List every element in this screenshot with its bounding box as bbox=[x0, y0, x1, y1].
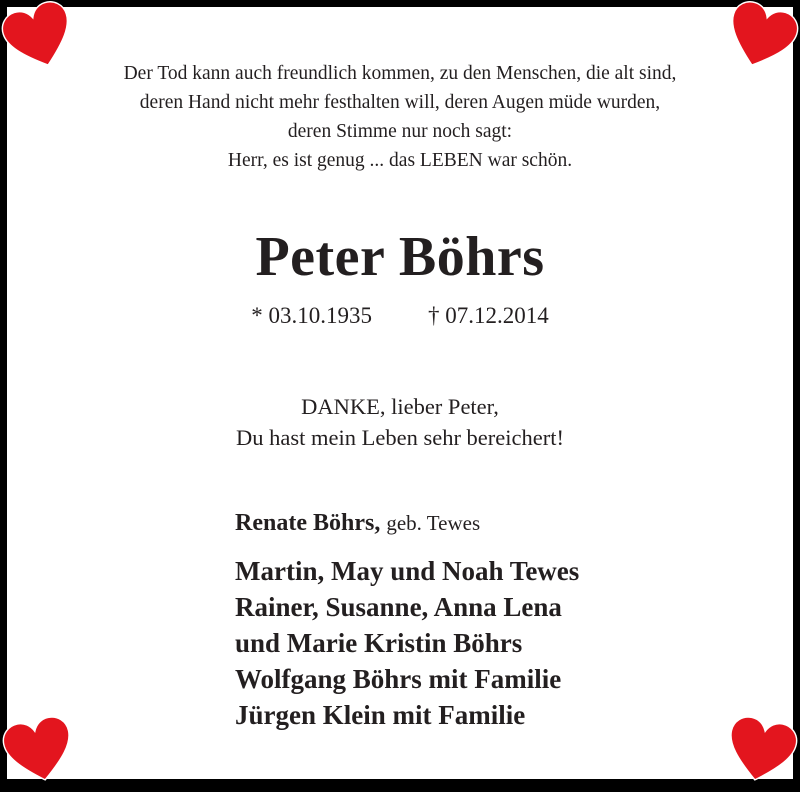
thanks-line: DANKE, lieber Peter, bbox=[301, 394, 499, 419]
deceased-name: Peter Böhrs bbox=[255, 226, 545, 288]
mourners bbox=[235, 507, 579, 733]
widow-maiden-name: geb. Tewes bbox=[386, 511, 481, 535]
family-list bbox=[235, 553, 579, 733]
poem-line: deren Stimme nur noch sagt: bbox=[287, 121, 513, 142]
heart-icon bbox=[0, 710, 81, 791]
death-date: † 07.12.2014 bbox=[428, 303, 549, 328]
life-dates bbox=[7, 303, 793, 329]
family-line: Rainer, Susanne, Anna Lena bbox=[235, 592, 562, 622]
widow bbox=[235, 507, 579, 539]
poem-line: Der Tod kann auch freundlich kommen, zu den Menschen, die alt sind, bbox=[123, 63, 677, 84]
family-line: Wolfgang Böhrs mit Familie bbox=[235, 664, 562, 694]
family-line: Jürgen Klein mit Familie bbox=[235, 700, 526, 730]
widow-name: Renate Böhrs, bbox=[235, 510, 381, 536]
obituary-card bbox=[7, 7, 793, 779]
birth-date: * 03.10.1935 bbox=[251, 303, 372, 328]
family-line: und Marie Kristin Böhrs bbox=[235, 628, 523, 658]
poem-line: deren Hand nicht mehr festhalten will, deren Augen müde wurden, bbox=[139, 92, 661, 113]
family-line: Martin, May und Noah Tewes bbox=[235, 556, 580, 586]
poem bbox=[7, 59, 793, 175]
poem-line: Herr, es ist genug ... das LEBEN war schön. bbox=[227, 150, 573, 171]
heart-icon bbox=[719, 710, 800, 791]
thanks-line: Du hast mein Leben sehr bereichert! bbox=[236, 425, 564, 450]
thanks-message bbox=[7, 391, 793, 453]
